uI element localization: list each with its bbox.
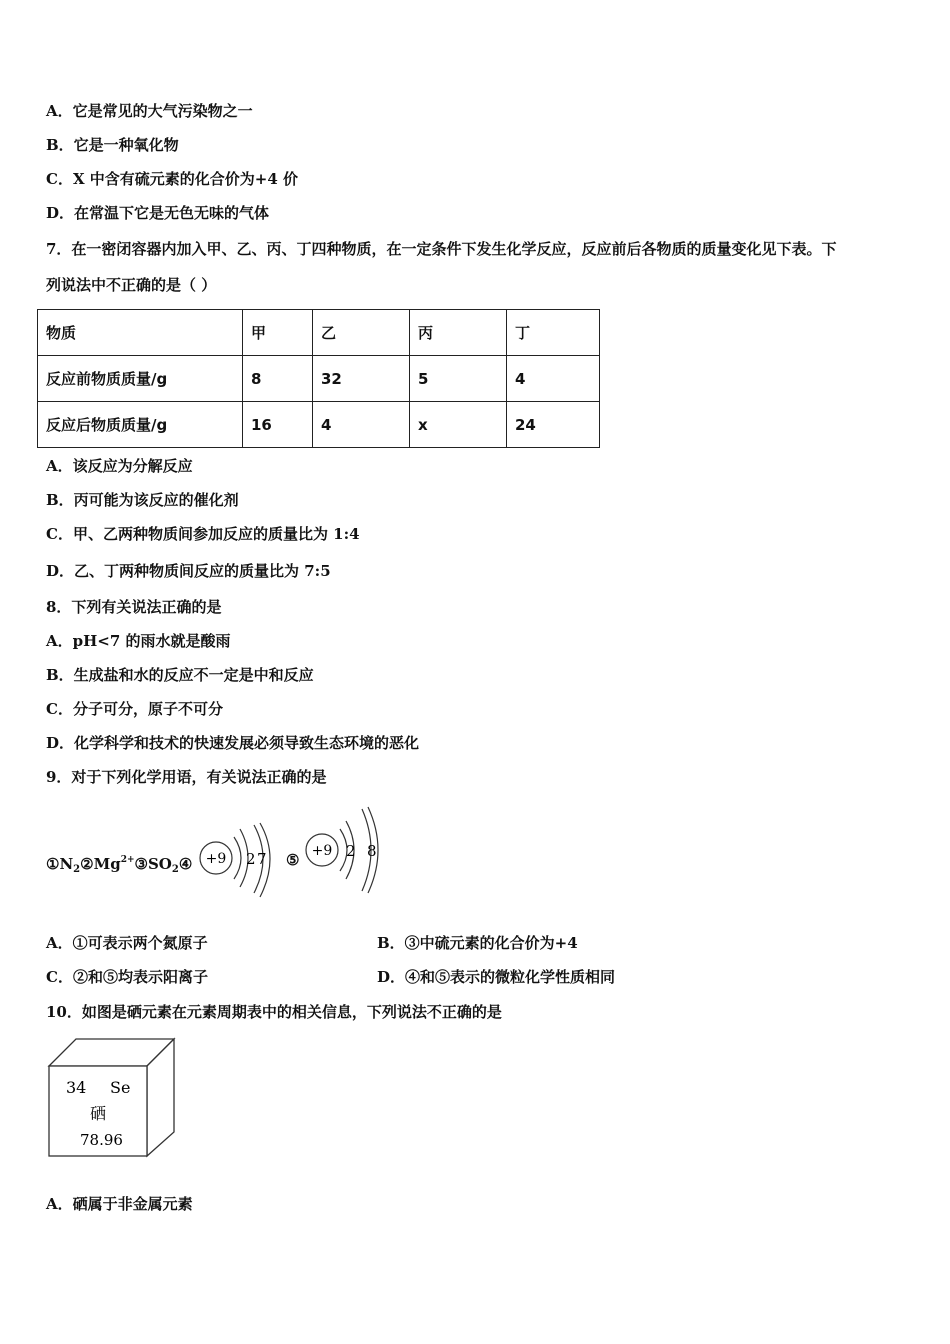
table-cell: 4 <box>313 402 410 448</box>
table-cell: x <box>410 402 507 448</box>
q8-option-d: D．化学科学和技术的快速发展必须导致生态环境的恶化 <box>46 734 420 752</box>
table-row <box>38 402 600 448</box>
table-header-cell: 物质 <box>38 310 243 356</box>
table-header-cell: 乙 <box>313 310 410 356</box>
q6-option-b: B．它是一种氧化物 <box>46 136 179 154</box>
q7-option-d: D．乙、丁两种物质间反应的质量比为 7:5 <box>46 562 331 580</box>
atomic-mass: 78.96 <box>80 1131 123 1149</box>
q10-stem: 10．如图是硒元素在元素周期表中的相关信息，下列说法不正确的是 <box>46 1003 502 1021</box>
shell-arc <box>234 837 241 879</box>
formula-mg-ion: $②Mg^{2+}$ <box>80 855 135 873</box>
table-header-cell: 丙 <box>410 310 507 356</box>
chem-formula-row <box>46 849 192 881</box>
q7-stem-line1: 7．在一密闭容器内加入甲、乙、丙、丁四种物质，在一定条件下发生化学反应，反应前后各物质的质量变化见下表。下 <box>46 240 837 258</box>
q8-option-a: A．pH<7 的雨水就是酸雨 <box>46 632 231 650</box>
q8-stem: 8．下列有关说法正确的是 <box>46 598 222 616</box>
table-header-cell: 甲 <box>243 310 313 356</box>
shell-electron-count: 2 <box>246 850 256 868</box>
table-cell: 8 <box>243 356 313 402</box>
table-cell: 反应前物质质量/g <box>38 356 243 402</box>
mass-change-table <box>37 309 600 448</box>
selenium-element-card <box>46 1036 178 1160</box>
table-header-row <box>38 310 600 356</box>
q9-stem: 9．对于下列化学用语，有关说法正确的是 <box>46 768 327 786</box>
shell-electron-count: 7 <box>257 850 267 868</box>
q7-option-c: C．甲、乙两种物质间参加反应的质量比为 1:4 <box>46 525 360 543</box>
table-row <box>38 356 600 402</box>
formula-so2: $③SO_2$ <box>134 855 179 875</box>
atom-diagram-5 <box>300 805 385 895</box>
atom-diagram-4 <box>198 815 278 900</box>
table-cell: 反应后物质质量/g <box>38 402 243 448</box>
q6-option-d: D．在常温下它是无色无味的气体 <box>46 204 270 222</box>
table-header-cell: 丁 <box>507 310 600 356</box>
q7-option-b: B．丙可能为该反应的催化剂 <box>46 491 239 509</box>
shell-electron-count: 2 <box>346 842 356 860</box>
q7-option-a: A．该反应为分解反应 <box>46 457 193 475</box>
q8-option-b: B．生成盐和水的反应不一定是中和反应 <box>46 666 314 684</box>
nucleus-charge: +9 <box>311 843 333 859</box>
q6-option-c: C．X 中含有硫元素的化合价为+4 价 <box>46 170 299 188</box>
table-cell: 24 <box>507 402 600 448</box>
formula-label-4: ④ <box>178 855 193 873</box>
element-name: 硒 <box>90 1104 107 1123</box>
q7-stem-line2: 列说法中不正确的是（ ） <box>46 276 217 294</box>
formula-n2: $①N_2$ <box>46 855 81 875</box>
formula-label-5: ⑤ <box>286 851 300 869</box>
table-cell: 32 <box>313 356 410 402</box>
element-symbol: Se <box>110 1078 131 1097</box>
table-cell: 16 <box>243 402 313 448</box>
q9-option-b: B．③中硫元素的化合价为+4 <box>377 934 578 952</box>
nucleus-charge: +9 <box>205 851 227 867</box>
q9-option-c: C．②和⑤均表示阳离子 <box>46 968 208 986</box>
table-cell: 4 <box>507 356 600 402</box>
q9-option-a: A．①可表示两个氮原子 <box>46 934 208 952</box>
table-cell: 5 <box>410 356 507 402</box>
atomic-number: 34 <box>66 1078 87 1097</box>
shell-electron-count: 8 <box>367 842 377 860</box>
q9-option-d: D．④和⑤表示的微粒化学性质相同 <box>377 968 616 986</box>
q6-option-a: A．它是常见的大气污染物之一 <box>46 102 253 120</box>
q10-option-a: A．硒属于非金属元素 <box>46 1195 193 1213</box>
q8-option-c: C．分子可分，原子不可分 <box>46 700 223 718</box>
